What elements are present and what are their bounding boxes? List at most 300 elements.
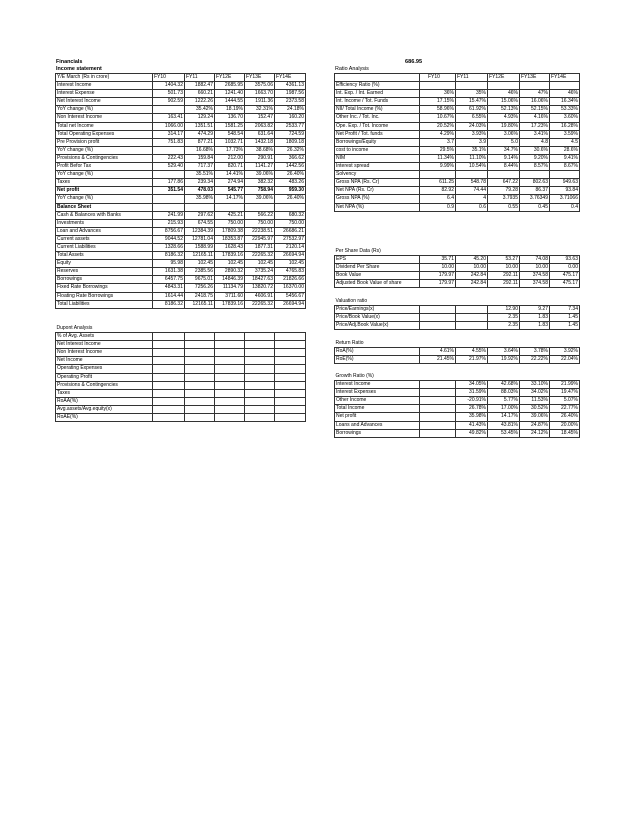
row-value: 26.32%: [275, 146, 306, 154]
row-value: 79.28: [488, 187, 520, 195]
row-value: 16.28%: [550, 122, 580, 130]
row-value: 3.71066: [550, 195, 580, 203]
row-value: 5.77%: [488, 397, 520, 405]
row-value: 241.99: [153, 211, 185, 219]
row-value: 3.93%: [456, 130, 488, 138]
row-label: Pre Provision profit: [56, 138, 153, 146]
table-row: [335, 106, 580, 114]
row-value: 5.07%: [550, 397, 580, 405]
row-label: Price/Book Value(x): [335, 314, 420, 322]
dupont-table-wrap: [55, 325, 306, 422]
row-value: [215, 203, 245, 211]
table-row: [335, 179, 580, 187]
ratio-body: [335, 82, 580, 212]
row-value: [215, 333, 245, 341]
table-row: [56, 130, 306, 138]
row-label: Loan and Advances: [56, 227, 153, 235]
row-value: 8.57%: [520, 163, 550, 171]
row-value: [520, 171, 550, 179]
row-value: 374.58: [520, 280, 550, 288]
row-value: 17.15%: [420, 98, 456, 106]
row-value: 17839.16: [215, 252, 245, 260]
table-row: [335, 421, 580, 429]
row-value: 1628.43: [215, 243, 245, 251]
row-value: 4.29%: [420, 130, 456, 138]
row-label: Operating Expenses: [56, 365, 153, 373]
row-value: 28.6%: [550, 146, 580, 154]
row-value: 3711.60: [215, 292, 245, 300]
row-value: [215, 414, 245, 422]
table-row: [56, 292, 306, 300]
row-value: 38.68%: [245, 146, 275, 154]
row-value: [420, 314, 456, 322]
row-value: 9.99%: [420, 163, 456, 171]
table-row: [56, 300, 306, 308]
row-label: Book Value: [335, 272, 420, 280]
row-value: 2373.58: [275, 98, 306, 106]
table-row: [56, 284, 306, 292]
row-label: Non Interest Income: [56, 349, 153, 357]
row-value: 16.68%: [185, 146, 215, 154]
row-value: 3.60%: [550, 114, 580, 122]
row-value: 1.83: [520, 314, 550, 322]
row-value: 26.40%: [550, 413, 580, 421]
income-statement-title: Income statement: [56, 66, 102, 72]
table-row: [56, 357, 306, 365]
row-value: 160.20: [275, 114, 306, 122]
row-value: 136.70: [215, 114, 245, 122]
row-value: 529.40: [153, 163, 185, 171]
row-value: [420, 381, 456, 389]
row-value: [275, 381, 306, 389]
header-fy11: FY11: [185, 74, 215, 82]
row-label: NII/ Total Income (%): [335, 106, 420, 114]
row-label: Loans and Advances: [335, 421, 420, 429]
row-label: Interest Expenses: [335, 389, 420, 397]
row-label: Net profit: [335, 413, 420, 421]
row-value: [153, 171, 185, 179]
row-value: [275, 414, 306, 422]
row-label: Total Income: [335, 405, 420, 413]
row-value: 1404.32: [153, 82, 185, 90]
row-value: [185, 365, 215, 373]
table-row: [335, 348, 580, 356]
row-value: 102.45: [275, 260, 306, 268]
row-value: [245, 373, 275, 381]
ratio-header-label: [335, 74, 420, 82]
row-value: 750.00: [275, 219, 306, 227]
row-value: [550, 82, 580, 90]
header-label: Y/E March (Rs in crore): [56, 74, 153, 82]
row-value: 21.99%: [550, 381, 580, 389]
row-value: 425.21: [215, 211, 245, 219]
row-value: 11134.79: [215, 284, 245, 292]
row-value: 902.59: [153, 98, 185, 106]
row-value: 29.5%: [420, 146, 456, 154]
row-value: 4.55%: [456, 348, 488, 356]
row-value: 26.40%: [275, 171, 306, 179]
row-value: 475.17: [550, 280, 580, 288]
row-value: 212.00: [215, 154, 245, 162]
row-value: 35.51%: [185, 171, 215, 179]
row-value: 93.84: [550, 187, 580, 195]
row-value: 1066.00: [153, 122, 185, 130]
row-value: [153, 357, 185, 365]
row-label: EPS: [335, 256, 420, 264]
row-value: 8186.32: [153, 300, 185, 308]
row-value: 18.45%: [550, 429, 580, 437]
row-value: 19.47%: [550, 389, 580, 397]
row-value: 3735.24: [245, 268, 275, 276]
row-value: 11.53%: [520, 397, 550, 405]
row-value: 26686.21: [275, 227, 306, 235]
ratio-header-fy14e: FY14E: [550, 74, 580, 82]
row-label: Total Assets: [56, 252, 153, 260]
row-value: 9.20%: [520, 154, 550, 162]
row-value: [456, 171, 488, 179]
return-table: [334, 340, 580, 364]
row-value: 3.64%: [488, 348, 520, 356]
table-row: [56, 414, 306, 422]
row-value: 11.10%: [456, 154, 488, 162]
row-value: 8186.32: [153, 252, 185, 260]
row-value: [215, 397, 245, 405]
table-row: [56, 260, 306, 268]
per-share-title: Per Share Data (Rs): [335, 248, 381, 254]
dupont-title-row: [56, 325, 306, 333]
row-value: 1241.40: [215, 90, 245, 98]
table-row: [335, 195, 580, 203]
row-value: [215, 365, 245, 373]
table-row: [56, 389, 306, 397]
ratio-header-fy11: FY11: [456, 74, 488, 82]
table-row: [56, 106, 306, 114]
row-value: 274.94: [215, 179, 245, 187]
row-value: [275, 333, 306, 341]
row-label: Investments: [56, 219, 153, 227]
table-row: [56, 276, 306, 284]
row-value: [245, 357, 275, 365]
row-value: 35%: [456, 90, 488, 98]
growth-title-row: [335, 373, 580, 381]
table-row: [56, 397, 306, 405]
row-value: 4: [456, 195, 488, 203]
row-value: [245, 397, 275, 405]
row-value: [185, 341, 215, 349]
row-label: Gross NPA (Rs. Cr): [335, 179, 420, 187]
row-value: 4.93%: [488, 114, 520, 122]
row-value: 222.43: [153, 154, 185, 162]
table-row: [56, 365, 306, 373]
income-body: [56, 82, 306, 309]
row-value: 4.8: [520, 138, 550, 146]
row-value: 1444.55: [215, 98, 245, 106]
row-value: 41.43%: [456, 421, 488, 429]
row-value: 351.54: [153, 187, 185, 195]
row-value: [245, 333, 275, 341]
row-value: 0.00: [550, 264, 580, 272]
growth-table: [334, 373, 580, 438]
table-row: [335, 389, 580, 397]
row-label: Net Interest Income: [56, 341, 153, 349]
row-value: 1614.44: [153, 292, 185, 300]
growth-body: [335, 373, 580, 437]
row-value: [185, 397, 215, 405]
row-label: Fixed Rate Borrowings: [56, 284, 153, 292]
header-fy10: FY10: [153, 74, 185, 82]
row-value: 545.77: [215, 187, 245, 195]
row-value: 1581.25: [215, 122, 245, 130]
row-label: Total Liabilities: [56, 300, 153, 308]
row-value: 877.21: [185, 138, 215, 146]
row-label: RoAE(%): [56, 414, 153, 422]
row-value: [153, 195, 185, 203]
table-row: [335, 306, 580, 314]
row-value: 49.82%: [456, 429, 488, 437]
table-row: [56, 373, 306, 381]
row-value: 26694.94: [275, 300, 306, 308]
return-body: [335, 340, 580, 364]
row-value: 3575.06: [245, 82, 275, 90]
row-value: [215, 389, 245, 397]
row-value: [275, 389, 306, 397]
row-value: 2418.75: [185, 292, 215, 300]
row-value: 6.4: [420, 195, 456, 203]
row-value: 4.5: [550, 138, 580, 146]
row-value: 751.83: [153, 138, 185, 146]
row-value: 5.0: [488, 138, 520, 146]
row-label: NIM: [335, 154, 420, 162]
return-table-wrap: [334, 340, 580, 364]
table-row: [335, 397, 580, 405]
row-value: 11.34%: [420, 154, 456, 162]
row-label: Interest spread: [335, 163, 420, 171]
table-row: [335, 256, 580, 264]
row-value: 74.44: [456, 187, 488, 195]
row-value: 35.42%: [185, 106, 215, 114]
row-value: 9.27: [520, 306, 550, 314]
row-value: 10.00: [420, 264, 456, 272]
row-value: 1328.66: [153, 243, 185, 251]
row-value: 82.92: [420, 187, 456, 195]
table-row: [56, 171, 306, 179]
row-label: Int. Exp. / Int. Earned: [335, 90, 420, 98]
row-label: Reserves: [56, 268, 153, 276]
row-value: 34.7%: [488, 146, 520, 154]
row-value: 22265.32: [245, 300, 275, 308]
table-row: [335, 130, 580, 138]
table-row: [335, 405, 580, 413]
row-value: 1442.56: [275, 163, 306, 171]
row-value: [153, 146, 185, 154]
row-value: 215.93: [153, 219, 185, 227]
table-row: [335, 187, 580, 195]
row-value: 17.23%: [520, 122, 550, 130]
row-label: Total Operating Expenses: [56, 130, 153, 138]
per-share-body: [335, 248, 580, 288]
row-value: 33.10%: [520, 381, 550, 389]
row-value: 102.45: [245, 260, 275, 268]
growth-title: Growth Ratio (%): [335, 373, 374, 379]
row-label: cost to income: [335, 146, 420, 154]
row-value: 6457.75: [153, 276, 185, 284]
row-label: Current Liabilities: [56, 243, 153, 251]
row-value: 159.84: [185, 154, 215, 162]
table-row: [335, 381, 580, 389]
row-value: 674.55: [185, 219, 215, 227]
valuation-body: [335, 298, 580, 330]
dupont-body: [56, 325, 306, 422]
row-value: [185, 203, 215, 211]
row-value: 22265.32: [245, 252, 275, 260]
row-value: [153, 333, 185, 341]
row-value: [275, 373, 306, 381]
row-value: 46%: [550, 90, 580, 98]
row-value: 16.06%: [520, 98, 550, 106]
row-value: 2.35: [488, 322, 520, 330]
row-value: [153, 106, 185, 114]
per-share-table-wrap: [334, 248, 580, 288]
row-value: 7256.26: [185, 284, 215, 292]
row-value: [420, 405, 456, 413]
row-value: 14.17%: [488, 413, 520, 421]
row-label: Provisions & Contingencies: [56, 381, 153, 389]
row-value: 21826.66: [275, 276, 306, 284]
ratio-analysis-title: Ratio Analysis: [335, 66, 369, 72]
table-row: [56, 405, 306, 413]
row-label: Dividend Per Share: [335, 264, 420, 272]
row-value: 4606.91: [245, 292, 275, 300]
table-row: [335, 314, 580, 322]
row-value: 24.18%: [275, 106, 306, 114]
row-value: 53.27: [488, 256, 520, 264]
row-value: 242.84: [456, 280, 488, 288]
row-value: 102.45: [185, 260, 215, 268]
row-value: 152.47: [245, 114, 275, 122]
row-value: -20.91%: [456, 397, 488, 405]
row-value: [185, 414, 215, 422]
row-value: 15.06%: [488, 98, 520, 106]
row-value: 290.91: [245, 154, 275, 162]
row-value: 10.00: [488, 264, 520, 272]
table-row: [56, 381, 306, 389]
row-value: [245, 349, 275, 357]
table-row: [56, 203, 306, 211]
row-value: 2385.56: [185, 268, 215, 276]
header-fy13e: FY13E: [245, 74, 275, 82]
row-value: 39.06%: [520, 413, 550, 421]
table-row: [56, 98, 306, 106]
growth-table-wrap: [334, 373, 580, 438]
table-row: [335, 138, 580, 146]
row-value: 611.25: [420, 179, 456, 187]
row-value: 129.24: [185, 114, 215, 122]
valuation-table-wrap: [334, 298, 580, 330]
valuation-table: [334, 298, 580, 330]
ratio-table-wrap: [334, 73, 580, 212]
ratio-header-fy10: FY10: [420, 74, 456, 82]
table-row: [335, 146, 580, 154]
per-share-title-row: [335, 248, 580, 256]
row-value: 0.4: [550, 203, 580, 211]
row-value: [456, 306, 488, 314]
row-value: 18353.87: [215, 235, 245, 243]
row-value: 3.7935: [488, 195, 520, 203]
row-value: [488, 171, 520, 179]
row-value: 2063.82: [245, 122, 275, 130]
row-value: 1141.27: [245, 163, 275, 171]
row-value: 2533.77: [275, 122, 306, 130]
row-value: [185, 389, 215, 397]
row-label: Interest Expense: [56, 90, 153, 98]
row-value: 239.34: [185, 179, 215, 187]
row-label: Solvency: [335, 171, 420, 179]
return-title-row: [335, 340, 580, 348]
row-label: Interest Income: [335, 381, 420, 389]
row-value: 1663.70: [245, 90, 275, 98]
table-row: [56, 195, 306, 203]
ratio-header-fy12e: FY12E: [488, 74, 520, 82]
row-value: 21.97%: [456, 356, 488, 364]
table-row: [56, 154, 306, 162]
row-value: 724.59: [275, 130, 306, 138]
row-value: 4.61%: [420, 348, 456, 356]
row-value: [420, 429, 456, 437]
row-value: 680.32: [275, 211, 306, 219]
row-value: 1631.38: [153, 268, 185, 276]
row-value: 647.22: [488, 179, 520, 187]
table-row: [56, 243, 306, 251]
row-value: 374.58: [520, 272, 550, 280]
row-value: 35.98%: [456, 413, 488, 421]
table-row: [335, 429, 580, 437]
row-label: YoY change (%): [56, 195, 153, 203]
row-value: 382.32: [245, 179, 275, 187]
row-label: Adjusted Book Value of share: [335, 280, 420, 288]
row-value: [245, 405, 275, 413]
row-value: 4843.31: [153, 284, 185, 292]
dupont-table: [55, 325, 306, 422]
table-row: [56, 122, 306, 130]
row-value: [275, 349, 306, 357]
row-value: 22945.97: [245, 235, 275, 243]
row-value: 24.12%: [520, 429, 550, 437]
row-value: 10.00: [456, 264, 488, 272]
row-value: 179.97: [420, 280, 456, 288]
table-row: [56, 90, 306, 98]
row-value: [185, 333, 215, 341]
row-value: 4361.13: [275, 82, 306, 90]
row-value: 12165.11: [185, 300, 215, 308]
row-label: Net Income: [56, 357, 153, 365]
row-value: 12384.39: [185, 227, 215, 235]
row-value: 1351.51: [185, 122, 215, 130]
row-value: 10.54%: [456, 163, 488, 171]
row-value: [153, 373, 185, 381]
row-value: 35.1%: [456, 146, 488, 154]
row-value: 179.97: [420, 272, 456, 280]
row-value: 566.22: [245, 211, 275, 219]
table-row: [335, 114, 580, 122]
row-value: 30.52%: [520, 405, 550, 413]
ratio-header-fy13e: FY13E: [520, 74, 550, 82]
table-row: [56, 211, 306, 219]
valuation-title: Valuation ratio: [335, 298, 368, 304]
row-value: [488, 82, 520, 90]
row-value: [185, 357, 215, 365]
row-value: 10.67%: [420, 114, 456, 122]
row-value: [185, 373, 215, 381]
